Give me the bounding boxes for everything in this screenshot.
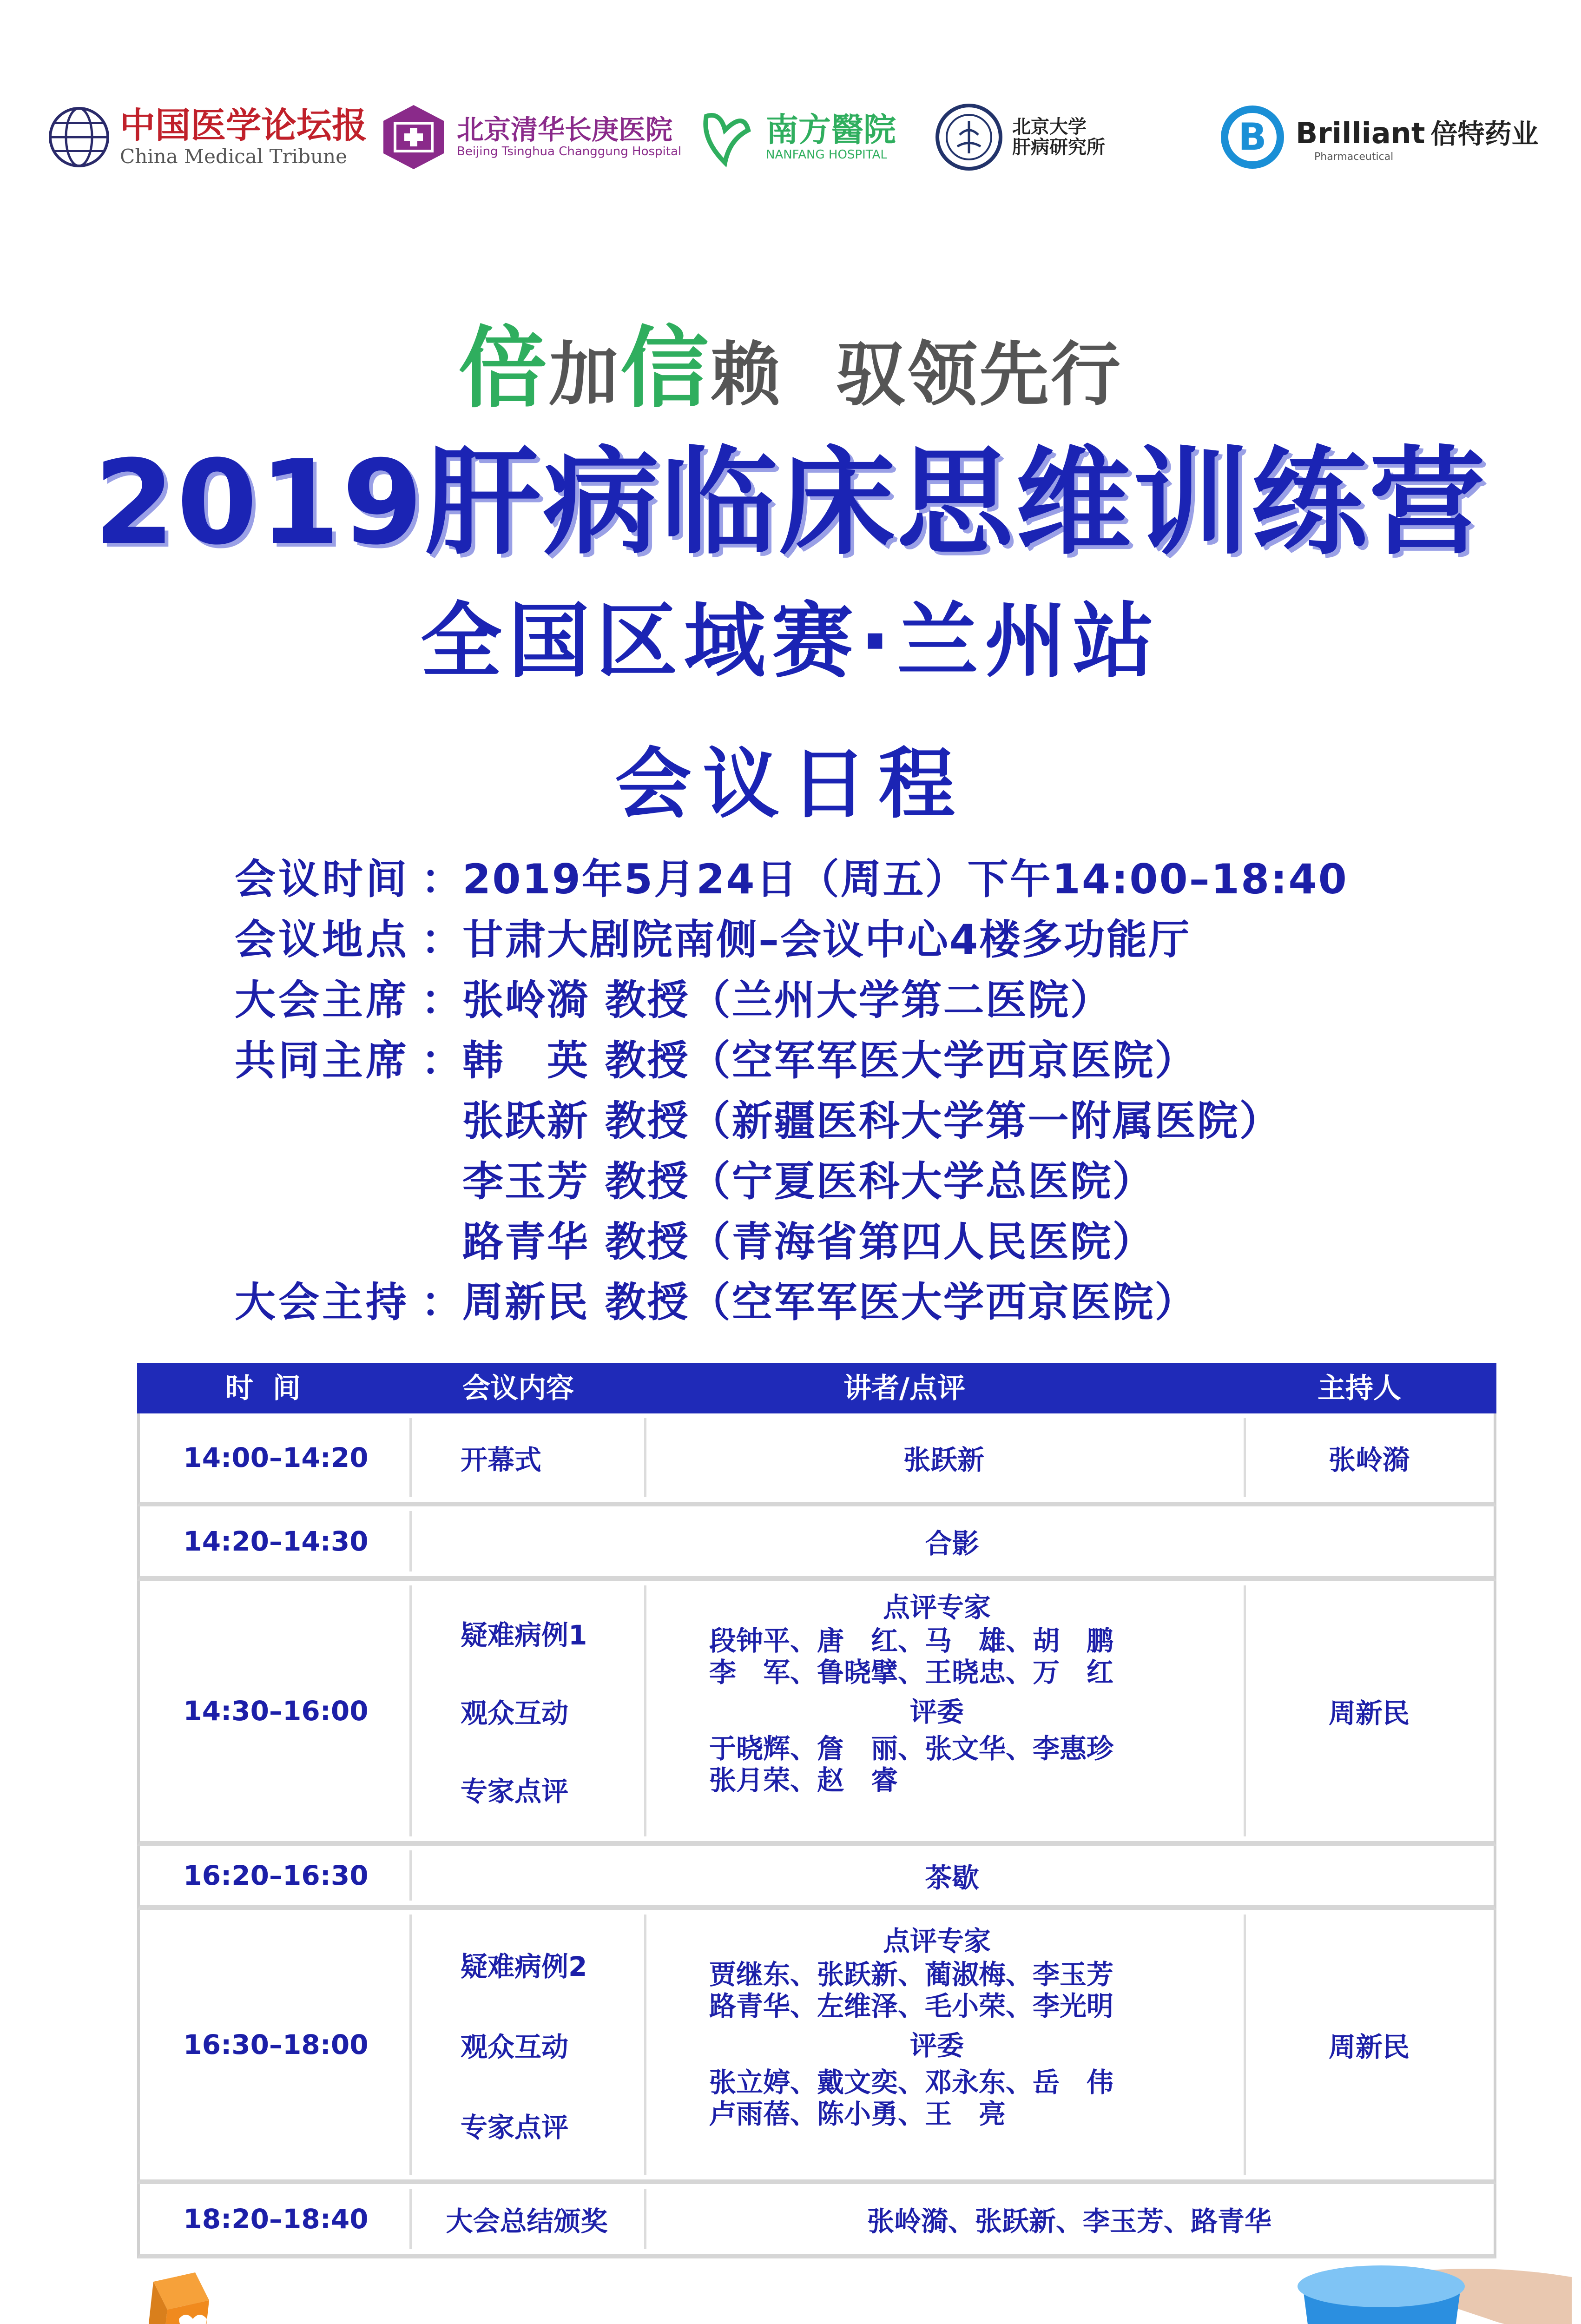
row-content-list [461,1613,587,1809]
table-row [137,2184,1496,2258]
slogan-char-3: 信 [620,317,711,420]
globe-icon [46,105,112,170]
review-label: 点评专家 [883,1591,991,1623]
row-speaker: 张跃新 [903,1444,984,1476]
row-time: 14:00–14:20 [183,1442,369,1473]
row-speaker-block [709,1590,1220,1796]
heart-leaf-icon [697,102,758,172]
review-label: 点评专家 [883,1925,991,1957]
info-row-cochair-2 [235,1088,1348,1148]
info-label: 大会主持 [235,1278,410,1326]
row-time: 14:20–14:30 [183,1525,369,1557]
judge-line: 卢雨蓓、陈小勇、王 亮 [709,2098,1006,2130]
row-speaker-block [709,1924,1220,2130]
info-row-venue [235,906,1348,967]
row-content-list [461,1945,587,2145]
table-row [137,1413,1496,1506]
cmt-logo-en: China Medical Tribune [120,145,347,168]
agenda-table [137,1363,1496,2258]
content-item: 专家点评 [461,2112,569,2143]
info-label: 共同主席 [235,1037,410,1084]
content-item: 专家点评 [461,1776,569,1807]
brilliant-logo-zh: 倍特药业 [1430,118,1539,150]
slogan-char-1: 倍 [458,317,549,420]
table-row [137,1581,1496,1846]
info-value: 甘肃大剧院南侧–会议中心4楼多功能厅 [462,916,1191,964]
judge-label: 评委 [909,1696,964,1728]
review-line: 段钟平、唐 红、马 雄、胡 鹏 [709,1625,1114,1657]
review-line: 贾继东、张跃新、蔺淑梅、李玉芳 [709,1959,1114,1990]
info-value: 周新民 教授（空军军医大学西京医院） [462,1278,1197,1326]
content-item: 疑难病例2 [461,1951,587,1982]
row-host: 周新民 [1328,2031,1410,2063]
agenda-title: 会议日程 [615,739,966,829]
nanfang-logo-en: NANFANG HOSPITAL [766,147,887,162]
info-label: 大会主席 [235,976,410,1024]
info-colon: ： [421,1037,462,1084]
product-bowl-decoration [1246,2263,1581,2324]
header-host: 主持人 [1318,1372,1401,1405]
row-time: 16:30–18:00 [183,2029,369,2060]
brilliant-logo-en: Brilliant [1296,116,1425,150]
university-seal-icon [934,102,1004,172]
info-row-cochair-1 [235,1027,1348,1088]
row-speaker: 张岭漪、张跃新、李玉芳、路青华 [867,2205,1271,2237]
info-row-chair [235,967,1348,1027]
meeting-info [235,846,1348,1329]
judge-line: 张月荣、赵 睿 [709,1764,898,1796]
tsinghua-logo-en: Beijing Tsinghua Changgung Hospital [457,145,682,159]
row-content: 合影 [925,1528,979,1559]
nanfang-logo-zh: 南方醫院 [766,110,896,149]
svg-text:B: B [1238,115,1267,158]
info-value: 路青华 教授（青海省第四人民医院） [462,1218,1155,1266]
cmt-logo-zh: 中国医学论坛报 [120,105,367,146]
info-row-host [235,1269,1348,1329]
slogan-char-2: 加 [548,335,620,416]
header-time: 时 间 [225,1372,301,1405]
pku-logo-line2: 肝病研究所 [1012,137,1105,158]
row-time: 14:30–16:00 [183,1695,369,1727]
info-value: 2019年5月24日（周五）下午14:00–18:40 [462,855,1348,903]
logo-nanfang-hospital [697,93,896,181]
row-content: 开幕式 [461,1444,542,1476]
pku-logo-line1: 北京大学 [1012,116,1087,138]
slogan-rest: 驭领先行 [836,335,1123,416]
hand-with-cup-icon [1298,2265,1572,2324]
info-row-time [235,846,1348,906]
row-time: 18:20–18:40 [183,2203,369,2235]
info-colon: ： [421,855,462,903]
row-content: 大会总结颁奖 [446,2205,608,2237]
row-time: 16:20–16:30 [183,1860,369,1891]
info-label: 会议地点 [235,916,410,964]
info-value: 李玉芳 教授（宁夏医科大学总医院） [462,1157,1155,1205]
table-header [137,1363,1496,1413]
info-value: 张岭漪 教授（兰州大学第二医院） [462,976,1113,1024]
table-row [137,1506,1496,1581]
main-title: 2019肝病临床思维训练营 [94,435,1487,570]
heart-cube-icon [149,2272,209,2324]
judge-label: 评委 [909,2030,964,2061]
info-colon: ： [421,976,462,1024]
info-value: 张跃新 教授（新疆医科大学第一附属医院） [462,1097,1282,1145]
judge-line: 于晓辉、詹 丽、张文华、李惠珍 [709,1733,1114,1764]
review-line: 李 军、鲁晓擘、王晓忠、万 红 [709,1657,1114,1688]
row-host: 周新民 [1328,1697,1410,1729]
info-colon: ： [421,1278,462,1326]
content-item: 疑难病例1 [461,1619,587,1651]
logo-china-medical-tribune [46,93,367,181]
slogan [0,297,1581,424]
review-line: 路青华、左维泽、毛小荣、李光明 [709,1990,1114,2022]
tsinghua-logo-zh: 北京清华长庚医院 [457,113,673,145]
judge-line: 张立婷、戴文奕、邓永东、岳 伟 [709,2067,1114,2098]
logo-brilliant-pharma [1218,93,1538,181]
sub-title: 全国区域赛·兰州站 [420,594,1161,689]
logo-pku-liver-institute [934,93,1105,181]
info-value: 韩 英 教授（空军军医大学西京医院） [462,1037,1197,1084]
info-label: 会议时间 [235,855,410,903]
row-host: 张岭漪 [1328,1444,1410,1476]
slogan-char-4: 赖 [710,335,782,416]
info-colon: ： [421,916,462,964]
table-row [137,1910,1496,2184]
header-speaker: 讲者/点评 [843,1372,965,1405]
info-row-cochair-3 [235,1148,1348,1208]
header-content: 会议内容 [462,1372,574,1405]
brilliant-b-icon [1218,102,1287,172]
table-row [137,1846,1496,1910]
logo-tsinghua-changgung [379,93,681,181]
medical-cubes-decoration [0,2263,651,2324]
hospital-cross-icon [379,102,448,172]
content-item: 观众互动 [461,1697,569,1729]
row-content: 茶歇 [925,1862,979,1894]
info-row-cochair-4 [235,1208,1348,1269]
content-item: 观众互动 [461,2031,569,2063]
brilliant-logo-en2: Pharmaceutical [1314,151,1394,163]
